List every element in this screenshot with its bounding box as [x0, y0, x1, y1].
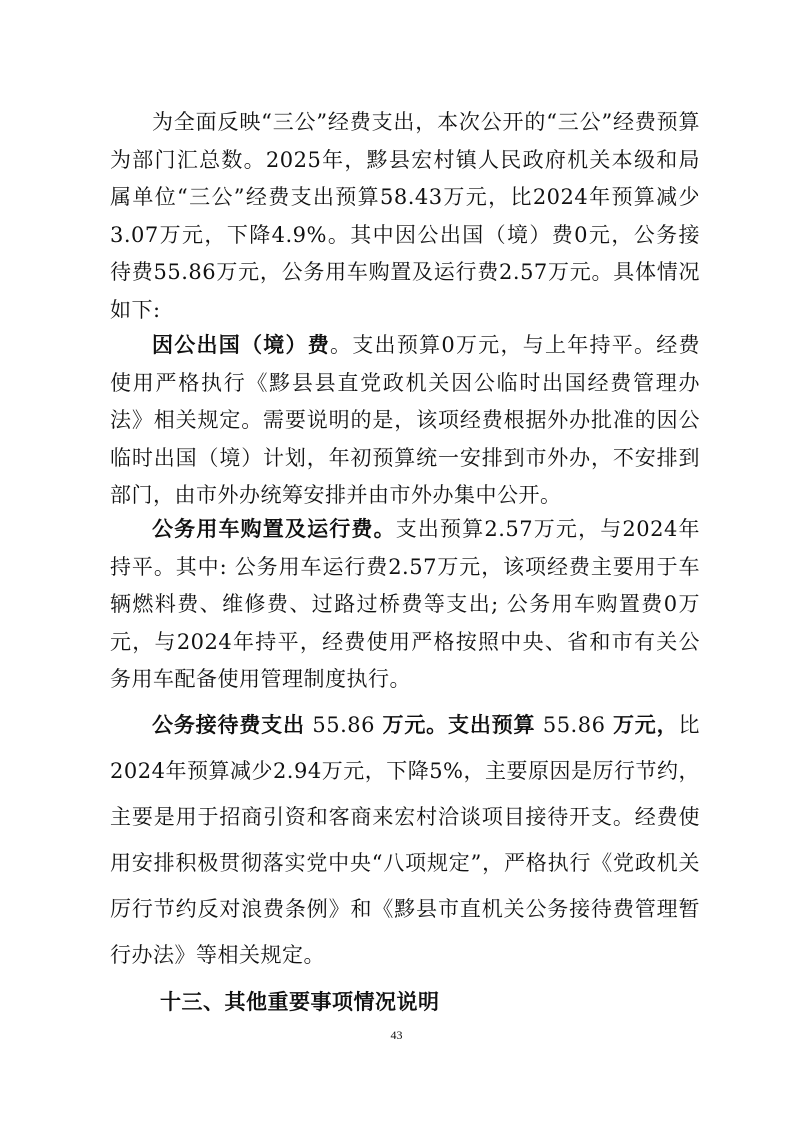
paragraph-text: 支出预算2.57万元，与2024年持平。其中: 公务用车运行费2.57万元，该项经费主要用于车辆燃料费、维修费、过路过桥费等支出; 公务用车购置费0万元，与2024年持平，经费使用严格按照中央、省和市有关公务用车配备使用管理制度执行。 — [110, 517, 701, 691]
paragraph-title: 公务用车购置及运行费。 — [152, 516, 396, 541]
paragraph-text: 。支出预算0万元，与上年持平。经费使用严格执行《黟县县直党政机关因公临时出国经费管理办法》相关规定。需要说明的是，该项经费根据外办批准的因公临时出国（境）计划，年初预算统一安排到市外办，不安排到部门，由市外办统筹安排并由市外办集中公开。 — [110, 333, 700, 507]
paragraph-title-part: 万元。支出预算 — [382, 712, 536, 737]
paragraph-title: 因公出国（境）费 — [152, 332, 331, 357]
page-number: 43 — [390, 1028, 403, 1042]
paragraph-text: 为全面反映“三公”经费支出，本次公开的“三公”经费预算为部门汇总数。2025年，黟县宏村镇人民政府机关本级和局属单位“三公”经费支出预算58.43万元，比2024年预算减少3.07万元，下降4.9%。其中因公出国（境）费0元，公务接待费55.86万元，公务用车购置及运行费2.57万元。具体情况如下: — [110, 110, 700, 322]
section-heading: 十三、其他重要事项情况说明 — [160, 989, 440, 1014]
paragraph-three-public-overview — [110, 104, 700, 329]
paragraph-text: 比2024年预算减少2.94万元，下降5%，主要原因是厉行节约，主要是用于招商引资和客商来宏村洽谈项目接待开支。经费使用安排积极贯彻落实党中央“八项规定”，严格执行《党政机关厉行节约反对浪费条例》和《黟县市直机关公务接待费管理暂行办法》等相关规定。 — [110, 713, 701, 967]
paragraph-official-reception — [110, 702, 700, 978]
paragraph-overseas-travel — [110, 326, 700, 515]
paragraph-official-vehicles — [110, 510, 700, 699]
paragraph-value: 55.86 — [535, 713, 613, 737]
paragraph-title-part: 万元， — [612, 712, 679, 737]
paragraph-title-part: 公务接待费支出 — [152, 712, 305, 737]
paragraph-value: 55.86 — [304, 713, 383, 737]
